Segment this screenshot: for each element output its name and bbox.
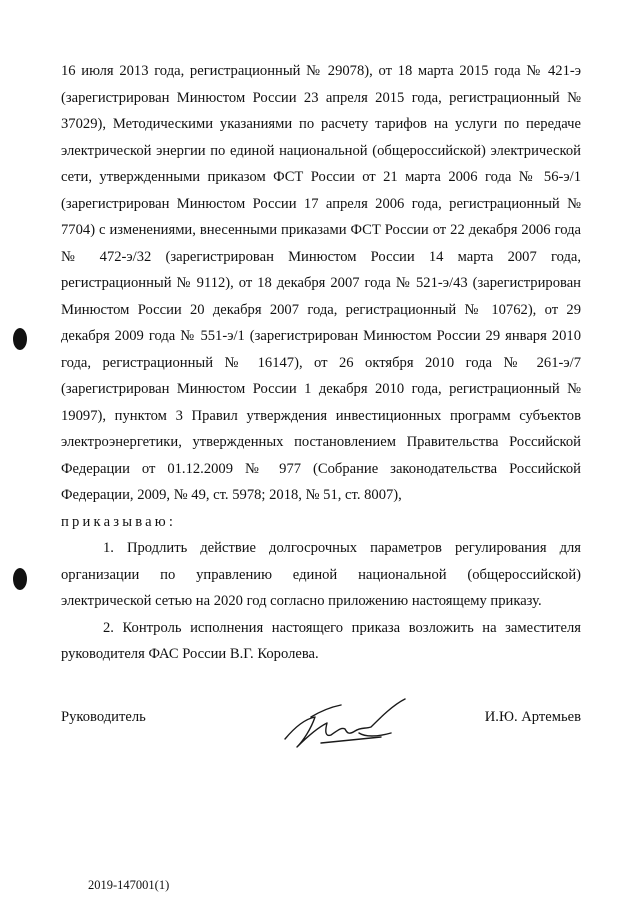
document-number: 2019-147001(1) — [88, 878, 170, 892]
order-item-2: 2. Контроль исполнения настоящего приказа возложить на заместителя руководителя ФАС России В.Г. Королева. — [61, 619, 581, 662]
order-item-1: 1. Продлить действие долгосрочных параметров регулирования для организации по управлению единой национальной (общероссийской) электрической сетью на 2020 год согласно приложению настоящему приказу. — [61, 540, 581, 609]
punch-hole-mark — [13, 328, 27, 350]
order-heading: приказываю: — [61, 513, 177, 530]
punch-hole-mark — [13, 568, 27, 590]
legal-basis-paragraph: 16 июля 2013 года, регистрационный № 29078), от 18 марта 2015 года № 421-э (зарегистрирован Минюстом России 23 апреля 2015 года, регистрационный № 37029), Методическими указаниями по расчету тарифов на услуги по передаче электрической энергии по единой национальной (общероссийской) электрической сети, утвержденными приказом ФСТ России от 21 марта 2006 года № 56-э/1 (зарегистрирован Минюстом России 17 апреля 2006 года, регистрационный № 7704) с изменениями, внесенными приказами ФСТ России от 22 декабря 2006 года № 472-э/32 (зарегистрирован Минюстом России 14 марта 2007 года, регистрационный № 9112), от 18 декабря 2007 года № 521-э/43 (зарегистрирован Минюстом России 20 декабря 2007 года, регистрационный № 10762), от 29 декабря 2009 года № 551-э/1 (зарегистрирован Минюстом России 29 января 2010 года, регистрационный № 16147), от 26 октября 2010 года № 261-э/7 (зарегистрирован Минюстом России 1 декабря 2010 года, регистрационный № 19097), пунктом 3 Правил утверждения инвестиционных программ субъектов электроэнергетики, утвержденных постановлением Правительства Российской Федерации от 01.12.2009 № 977 (Собрание законодательства Российской Федерации, 2009, № 49, ст. 5978; 2018, № 51, ст. 8007), — [61, 63, 581, 503]
signatory-title: Руководитель — [61, 709, 146, 725]
document-body — [61, 58, 581, 668]
signatory-name: И.Ю. Артемьев — [484, 709, 581, 725]
signature-block — [61, 709, 581, 769]
handwritten-signature — [281, 697, 411, 757]
